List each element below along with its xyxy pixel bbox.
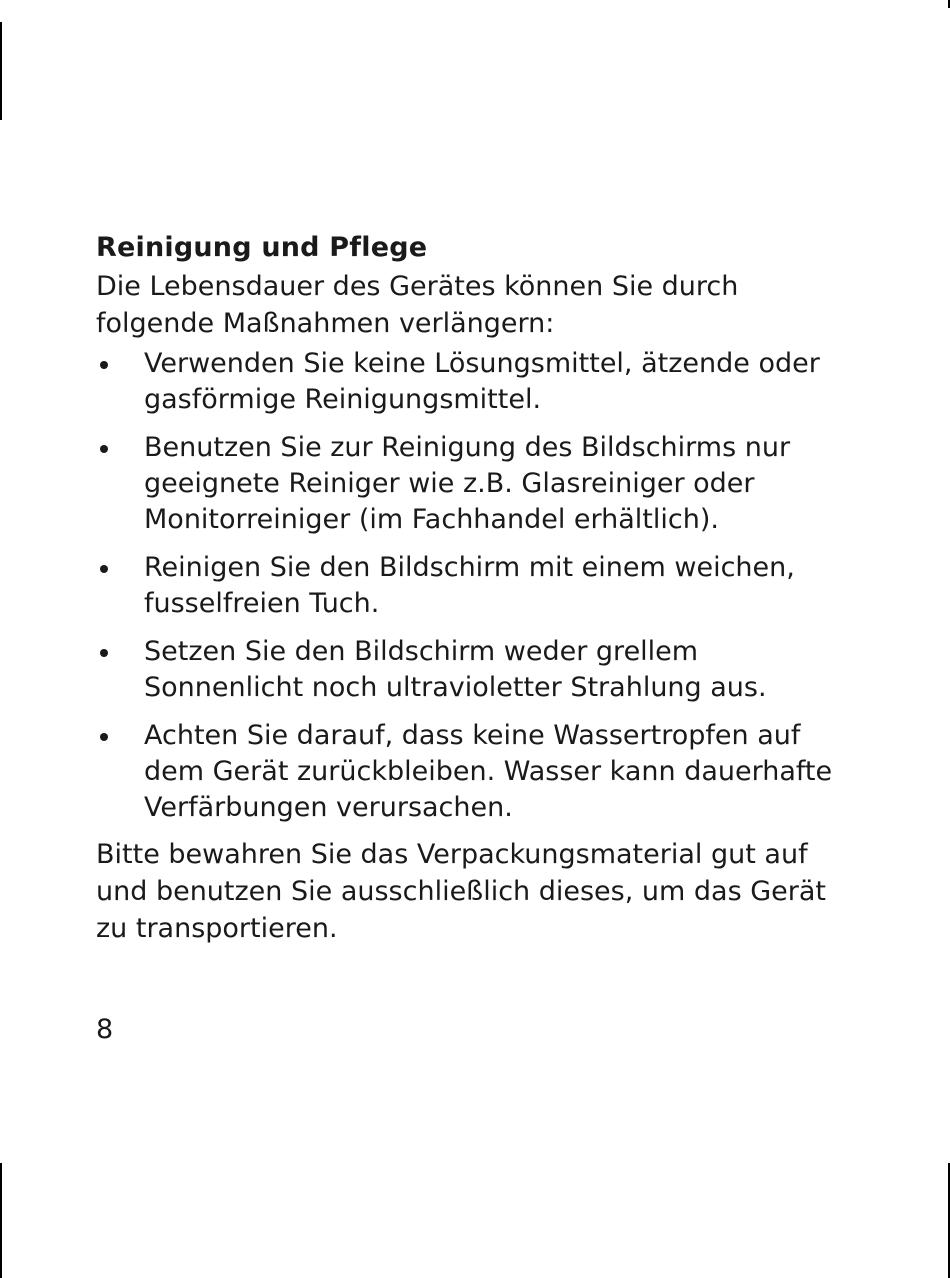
list-item-text: Setzen Sie den Bildschirm weder grellem Sonnenlicht noch ultravioletter Strahlung aus. xyxy=(144,636,767,703)
list-item xyxy=(96,634,836,706)
list-item-text: Verwenden Sie keine Lösungsmittel, ätzende oder gasförmige Reinigungsmittel. xyxy=(144,348,820,415)
list-item xyxy=(96,346,836,418)
closing-paragraph: Bitte bewahren Sie das Verpackungsmaterial gut auf und benutzen Sie ausschließlich dieses, um das Gerät zu transportieren. xyxy=(96,839,826,944)
bullet-icon xyxy=(100,445,108,453)
bullet-icon xyxy=(100,649,108,657)
list-item xyxy=(96,718,836,826)
page-content xyxy=(96,228,836,947)
page-title: Reinigung und Pflege xyxy=(96,232,428,263)
care-instructions-list xyxy=(96,346,836,826)
crop-mark-bottom-left xyxy=(0,1163,2,1278)
bullet-icon xyxy=(100,565,108,573)
list-item xyxy=(96,430,836,538)
crop-mark-top-left xyxy=(0,22,2,120)
list-item xyxy=(96,550,836,622)
bullet-icon xyxy=(100,361,108,369)
list-item-text: Achten Sie darauf, dass keine Wassertropfen auf dem Gerät zurückbleiben. Wasser kann dauerhafte Verfärbungen verursachen. xyxy=(144,720,833,823)
page-number: 8 xyxy=(96,1014,114,1045)
bullet-icon xyxy=(100,733,108,741)
intro-paragraph: Die Lebensdauer des Gerätes können Sie durch folgende Maßnahmen verlängern: xyxy=(96,271,739,339)
list-item-text: Benutzen Sie zur Reinigung des Bildschirms nur geeignete Reiniger wie z.B. Glasreiniger oder Monitorreiniger (im Fachhandel erhältlich). xyxy=(144,432,791,535)
list-item-text: Reinigen Sie den Bildschirm mit einem weichen, fusselfreien Tuch. xyxy=(144,552,795,619)
